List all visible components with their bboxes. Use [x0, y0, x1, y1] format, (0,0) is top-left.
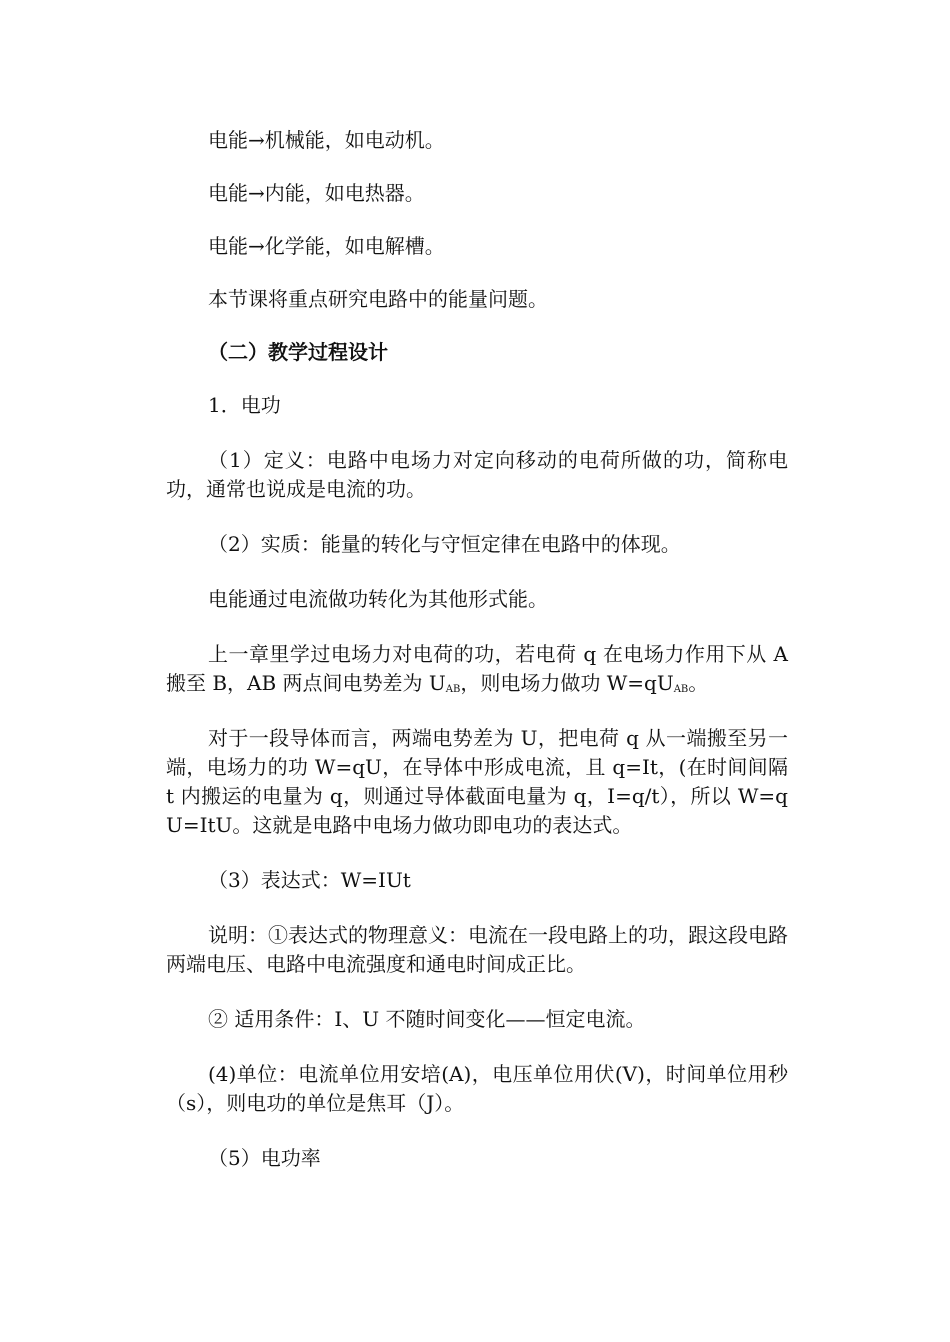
text-segment: ，则电场力做功 W=qU — [460, 671, 674, 695]
paragraph-conductor-derivation: 对于一段导体而言，两端电势差为 U，把电荷 q 从一端搬至另一端，电场力的功 W=qU，在导体中形成电流，且 q=It，(在时间间隔 t 内搬运的电量为 q，则通过导体截面电量为 q，I=q/t），所以 W=qU=ItU。这就是电路中电场力做功即电功的表达式。 — [166, 726, 788, 837]
paragraph-explanation: 说明：①表达式的物理意义：电流在一段电路上的功，跟这段电路两端电压、电路中电流强度和通电时间成正比。 — [166, 923, 788, 976]
paragraph-field-work — [166, 640, 788, 698]
paragraph-energy-conversion: 电能通过电流做功转化为其他形式能。 — [208, 587, 548, 611]
paragraph-units: (4)单位：电流单位用安培(A)，电压单位用伏(V)，时间单位用秒（s），则电功的单位是焦耳（J）。 — [166, 1062, 788, 1115]
text-segment: 。 — [688, 671, 709, 695]
paragraph-definition: （1）定义：电路中电场力对定向移动的电荷所做的功，简称电功，通常也说成是电流的功。 — [166, 448, 788, 501]
subsection-heading-electric-work: 1．电功 — [208, 393, 281, 417]
subsection-heading-power: （5）电功率 — [208, 1146, 321, 1170]
text-segment: 上一章里学过电场力对电荷的功，若电荷 q 在电场力作用下从 A 搬至 B，AB 两点间电势差为 U — [166, 642, 788, 695]
paragraph-conditions: ② 适用条件：I、U 不随时间变化——恒定电流。 — [208, 1007, 646, 1031]
paragraph-energy-mechanical: 电能→机械能，如电动机。 — [208, 128, 445, 152]
paragraph-lesson-focus: 本节课将重点研究电路中的能量问题。 — [208, 287, 548, 311]
paragraph-expression: （3）表达式：W=IUt — [208, 868, 411, 892]
paragraph-essence: （2）实质：能量的转化与守恒定律在电路中的体现。 — [208, 532, 681, 556]
subscript-ab: AB — [673, 684, 689, 695]
document-body — [166, 126, 788, 1173]
subscript-ab: AB — [445, 684, 461, 695]
paragraph-energy-chemical: 电能→化学能，如电解槽。 — [208, 234, 445, 258]
paragraph-energy-internal: 电能→内能，如电热器。 — [208, 181, 425, 205]
section-heading: （二）教学过程设计 — [208, 340, 388, 364]
